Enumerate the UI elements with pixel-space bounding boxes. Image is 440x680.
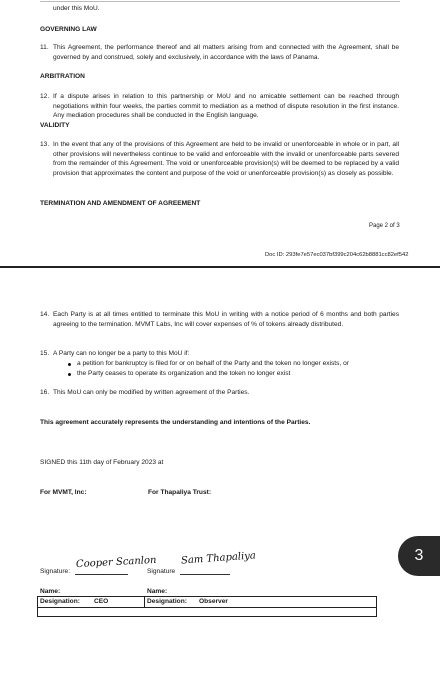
validity-heading: VALIDITY — [40, 122, 70, 129]
party-left-label: For MVMT, Inc: — [40, 489, 87, 496]
designation-label-left: Designation: — [40, 598, 80, 605]
clause-13-text: In the event that any of the provisions of this Agreement are held to be invalid or unenforceable in whole or in part, all other provisions will nevertheless continue to be valid and enforceable with the invalid or unenforceable parts severed from the remainder of this Agreement. The void or unenforceable provision(s) will be deemed to be replaced by a valid provision that approximates the content and purpose of the void or unenforceable provision(s) as closely as possible. — [53, 141, 399, 177]
signature-label-right: Signature — [147, 568, 176, 575]
page-break-divider — [0, 266, 440, 268]
signature-line-right — [180, 574, 230, 575]
clause-11-number: 11. — [40, 44, 49, 51]
name-label-left: Name: — [40, 588, 61, 595]
clause-14-text: Each Party is at all times entitled to terminate this MoU in writing with a notice period of 6 months and both parties agreeing to the termination. MVMT Labs, Inc will cover expenses of % of tokens already distributed. — [53, 311, 399, 328]
governing-law-heading: GOVERNING LAW — [40, 26, 97, 33]
clause-15-number: 15. — [40, 350, 50, 357]
clause-14-number: 14. — [40, 311, 50, 318]
clause-12-text: If a dispute arises in relation to this partnership or MoU and no amicable settlement can be reached through negotiations within four weeks, the parties commit to mediation as a method of dispute resolution in the first instance. Any mediation procedures shall be conducted in the English language. — [53, 93, 399, 120]
signed-date-line: SIGNED this 11th day of February 2023 at — [40, 459, 164, 466]
acknowledgement-text: This agreement accurately represents the understanding and intentions of the Parties. — [40, 419, 311, 426]
termination-heading: TERMINATION AND AMENDMENT OF AGREEMENT — [40, 200, 201, 207]
cut-off-text-sliver — [40, 1, 400, 2]
bullet-dot-icon — [68, 363, 71, 366]
designation-label-right: Designation: — [147, 598, 187, 605]
signature-sam-thapaliya: Sam Thapaliya — [180, 550, 257, 567]
clause-15-text: A Party can no longer be a party to this MoU if: — [53, 350, 190, 357]
clause-15-bullet — [68, 359, 398, 369]
clause-13-number: 13. — [40, 141, 50, 148]
table-cell-divider — [144, 597, 145, 607]
designation-value-left: CEO — [94, 598, 109, 605]
clause-16-text: This MoU can only be modified by written agreement of the Parties. — [53, 389, 250, 396]
arbitration-heading: ARBITRATION — [40, 73, 85, 80]
signature-line-left — [75, 574, 128, 575]
bullet-dot-icon — [68, 373, 71, 376]
top-fragment-text: under this MoU. — [53, 5, 100, 12]
designation-value-right: Observer — [199, 598, 228, 605]
page-number: Page 2 of 3 — [369, 223, 400, 229]
clause-15-bullet — [68, 369, 398, 379]
name-label-right: Name: — [147, 588, 168, 595]
cut-off-text-line — [40, 0, 400, 3]
clause-11-text: This Agreement, the performance thereof and all matters arising from and connected with the Agreement, shall be governed by and construed, solely and exclusively, in accordance with the laws of Panama. — [53, 44, 399, 61]
clause-16-number: 16. — [40, 389, 50, 396]
bullet-text: the Party ceases to operate its organization and the token no longer exist — [77, 370, 291, 377]
signature-label-left: Signature: — [40, 568, 71, 575]
page-count-badge[interactable]: 3 — [398, 536, 440, 576]
clause-12-number: 12. — [40, 93, 50, 100]
party-right-label: For Thapaliya Trust: — [148, 489, 212, 496]
document-id: Doc ID: 293fe7e57ec037bf399c204c62b8881cc82ef542 — [265, 252, 409, 258]
signature-cooper-scanlon: Cooper Scanlon — [75, 554, 157, 571]
bullet-text: a petition for bankruptcy is filed for or on behalf of the Party and the token no longer exists, or — [77, 360, 349, 367]
